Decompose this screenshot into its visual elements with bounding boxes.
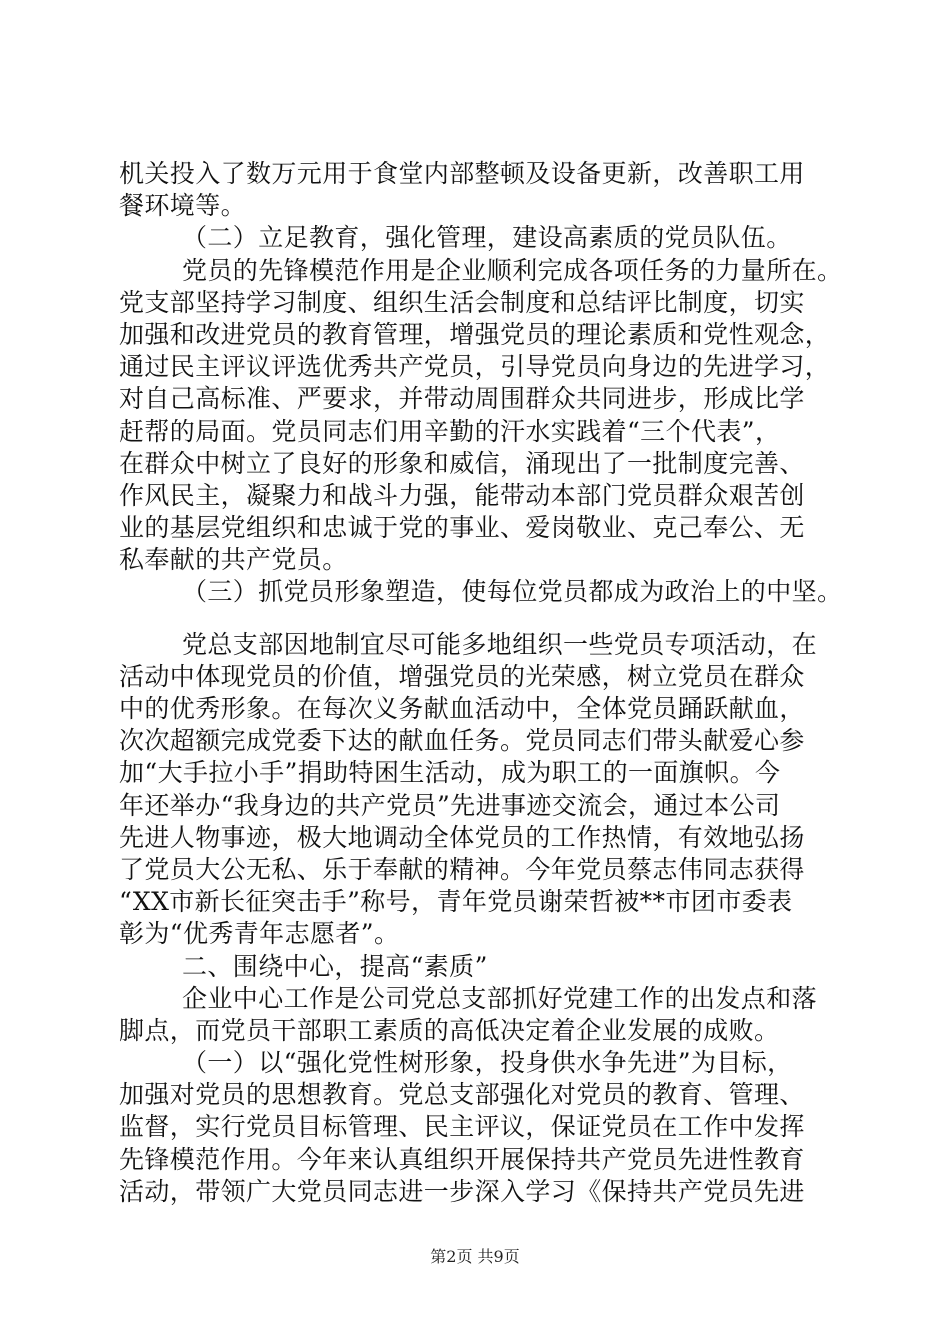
text-line: 先锋模范作用。今年来认真组织开展保持共产党员先进性教育 xyxy=(119,1144,805,1174)
text-line: 活动，带领广大党员同志进一步深入学习《保持共产党员先进 xyxy=(119,1176,805,1206)
text-line: 了党员大公无私、乐于奉献的精神。今年党员蔡志伟同志获得 xyxy=(119,854,805,884)
text-line: 党支部坚持学习制度、组织生活会制度和总结评比制度，切实 xyxy=(119,287,805,317)
text-line: 在群众中树立了良好的形象和威信，涌现出了一批制度完善、 xyxy=(119,448,805,478)
section-heading: （一）以“强化党性树形象，投身供水争先进”为目标， xyxy=(182,1048,793,1078)
text-line: 机关投入了数万元用于食堂内部整顿及设备更新，改善职工用 xyxy=(119,159,805,188)
text-line: 企业中心工作是公司党总支部抓好党建工作的出发点和落 xyxy=(182,983,818,1013)
section-heading: （二）立足教育，强化管理，建设高素质的党员队伍。 xyxy=(182,223,792,253)
text-line: 脚点，而党员干部职工素质的高低决定着企业发展的成败。 xyxy=(119,1015,780,1045)
section-heading: （三）抓党员形象塑造，使每位党员都成为政治上的中坚。 xyxy=(182,577,843,607)
text-line: 餐环境等。 xyxy=(119,191,247,221)
text-line: “XX市新长征突击手”称号，青年党员谢荣哲被**市团市委表 xyxy=(119,887,793,917)
text-line: 加强对党员的思想教育。党总支部强化对党员的教育、管理、 xyxy=(119,1080,805,1110)
text-line: 私奉献的共产党员。 xyxy=(119,545,348,575)
text-line: 先进人物事迹，极大地调动全体党员的工作热情，有效地弘扬 xyxy=(119,822,805,852)
text-line: 加强和改进党员的教育管理，增强党员的理论素质和党性观念， xyxy=(119,319,831,349)
text-line: 业的基层党组织和忠诚于党的事业、爱岗敬业、克己奉公、无 xyxy=(119,513,805,543)
text-line: 党员的先锋模范作用是企业顺利完成各项任务的力量所在。 xyxy=(182,255,843,285)
text-line: 赶帮的局面。党员同志们用辛勤的汗水实践着“三个代表”， xyxy=(119,416,781,446)
text-line: 党总支部因地制宜尽可能多地组织一些党员专项活动，在 xyxy=(182,629,818,659)
text-line: 彰为“优秀青年志愿者”。 xyxy=(119,919,400,949)
text-line: 次次超额完成党委下达的献血任务。党员同志们带头献爱心参 xyxy=(119,726,805,756)
paragraph-gap xyxy=(119,609,849,629)
text-line: 通过民主评议评选优秀共产党员，引导党员向身边的先进学习， xyxy=(119,352,831,382)
text-line: 活动中体现党员的价值，增强党员的光荣感，树立党员在群众 xyxy=(119,661,805,691)
text-line: 对自己高标准、严要求，并带动周围群众共同进步，形成比学 xyxy=(119,384,805,414)
text-line: 监督，实行党员目标管理、民主评议，保证党员在工作中发挥 xyxy=(119,1112,805,1142)
text-line: 作风民主，凝聚力和战斗力强，能带动本部门党员群众艰苦创 xyxy=(119,480,805,510)
text-line: 加“大手拉小手”捐助特困生活动，成为职工的一面旗帜。今 xyxy=(119,758,781,788)
text-line: 年还举办“我身边的共产党员”先进事迹交流会，通过本公司 xyxy=(119,790,781,820)
section-heading: 二、围绕中心，提高“素质” xyxy=(182,951,488,981)
text-line: 中的优秀形象。在每次义务献血活动中，全体党员踊跃献血， xyxy=(119,694,805,723)
page-number-footer: 第2页 共9页 xyxy=(430,1247,520,1266)
document-body xyxy=(119,158,849,1208)
